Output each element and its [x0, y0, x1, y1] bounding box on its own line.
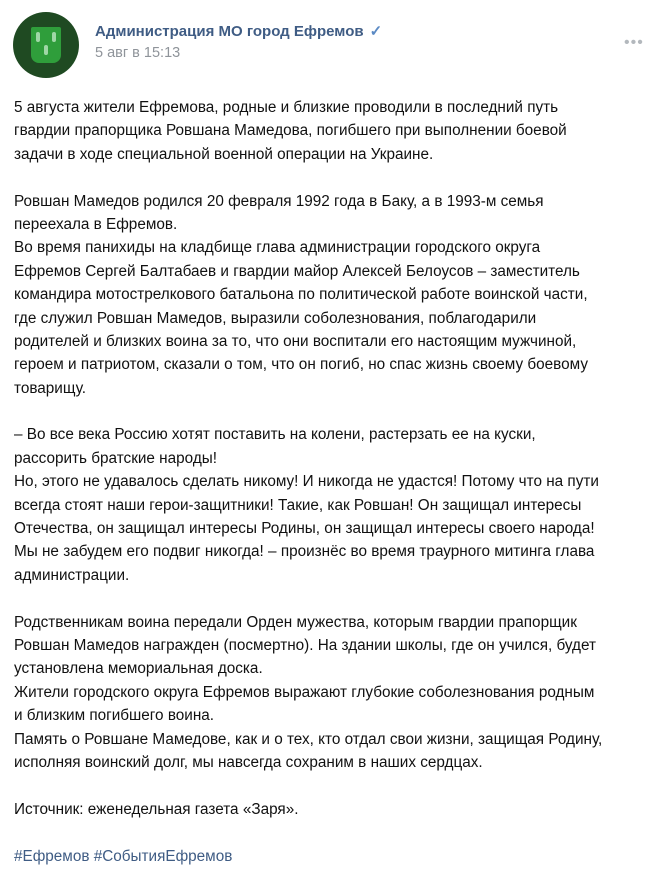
text-line: героем и патриотом, сказали о том, что он погиб, но спас жизнь своему боевому: [14, 356, 588, 374]
text-line: гвардии прапорщика Ровшана Мамедова, погибшего при выполнении боевой: [14, 122, 567, 140]
text-line: Во время панихиды на кладбище глава администрации городского округа: [14, 239, 541, 257]
text-line: Родственникам воина передали Орден мужества, которым гвардии прапорщик: [14, 613, 577, 631]
post-date[interactable]: 5 авг в 15:13: [95, 45, 181, 61]
avatar[interactable]: [13, 12, 79, 78]
post-paragraph: [14, 96, 602, 166]
hashtags: [14, 845, 602, 868]
text-line: родителей и близких воина за то, что они воспитали его настоящим мужчиной,: [14, 332, 577, 350]
text-line: установлена мемориальная доска.: [14, 660, 263, 678]
author-name-text[interactable]: Администрация МО город Ефремов: [95, 23, 364, 40]
text-line: Ровшан Мамедов награжден (посмертно). На здании школы, где он учился, будет: [14, 636, 596, 654]
text-line: командира мотострелкового батальона по политической работе воинской части,: [14, 286, 588, 304]
text-line: всегда стоят наши герои-защитники! Такие, как Ровшан! Он защищал интересы: [14, 496, 582, 514]
text-line: Но, этого не удавалось сделать никому! И никогда не удастся! Потому что на пути: [14, 473, 599, 491]
more-options-icon[interactable]: •••: [624, 34, 644, 51]
text-line: где служил Ровшан Мамедов, выразили соболезнования, поблагодарили: [14, 309, 537, 327]
text-line: Ровшан Мамедов родился 20 февраля 1992 года в Баку, а в 1993-м семья: [14, 192, 544, 210]
text-line: рассорить братские народы!: [14, 449, 217, 467]
verified-icon: ✓: [369, 23, 383, 40]
text-line: – Во все века Россию хотят поставить на колени, растерзать ее на куски,: [14, 426, 536, 444]
text-line: задачи в ходе специальной военной операции на Украине.: [14, 145, 434, 163]
text-line: Память о Ровшане Мамедове, как и о тех, кто отдал свои жизни, защищая Родину,: [14, 730, 603, 748]
hashtag-link[interactable]: #Ефремов: [14, 847, 90, 865]
post-paragraph: [14, 798, 602, 821]
post-paragraph: [14, 611, 602, 775]
post-paragraph: [14, 423, 602, 587]
text-line: переехала в Ефремов.: [14, 215, 178, 233]
text-line: Отечества, он защищал интересы Родины, он защищал интересы своего народа!: [14, 520, 595, 538]
text-line: Жители городского округа Ефремов выражают глубокие соболезнования родным: [14, 683, 595, 701]
text-line: администрации.: [14, 566, 130, 584]
post-paragraph: [14, 190, 602, 401]
text-line: и близким погибшего воина.: [14, 707, 215, 725]
author-name[interactable]: [95, 22, 382, 40]
text-line: Источник: еженедельная газета «Заря».: [14, 800, 299, 818]
hashtag-link[interactable]: #СобытияЕфремов: [93, 847, 233, 865]
text-line: 5 августа жители Ефремова, родные и близкие проводили в последний путь: [14, 99, 559, 116]
text-line: Мы не забудем его подвиг никогда! – произнёс во время траурного митинга глава: [14, 543, 595, 561]
text-line: исполняя воинский долг, мы навсегда сохраним в наших сердцах.: [14, 753, 483, 771]
post-text: [14, 96, 602, 868]
text-line: товарищу.: [14, 379, 86, 397]
text-line: Ефремов Сергей Балтабаев и гвардии майор Алексей Белоусов – заместитель: [14, 262, 580, 280]
coat-of-arms-icon: [31, 27, 61, 63]
